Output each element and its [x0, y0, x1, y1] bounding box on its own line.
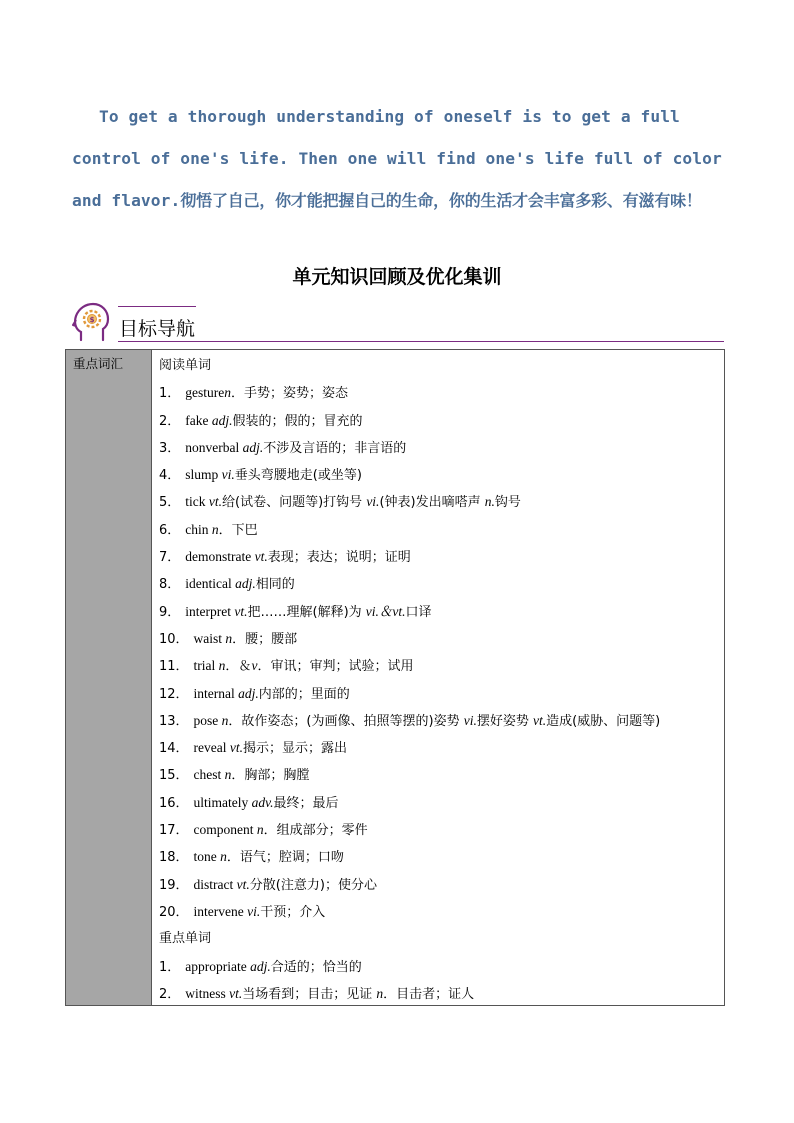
entry-word: interpret	[185, 603, 235, 619]
entry-word: pose	[193, 712, 222, 728]
entry-meaning: 钩号	[494, 495, 521, 511]
entry-meaning: ．下巴	[218, 522, 258, 538]
entry-number: 13．	[159, 713, 189, 729]
part-of-speech: vi.	[366, 494, 380, 510]
vocab-list	[152, 350, 724, 1005]
entry-meaning: 揭示；显示；露出	[243, 741, 348, 757]
entry-number: 2．	[159, 413, 181, 429]
quote-chinese: 彻悟了自己，你才能把握自己的生命，你的生活才会丰富多彩、有滋有味！	[180, 191, 702, 210]
part-of-speech: n	[211, 521, 219, 537]
part-of-speech: vt.	[236, 876, 250, 892]
entry-meaning: 摆好姿势	[476, 713, 533, 729]
entry-meaning: ．语气；腔调；口吻	[226, 850, 344, 866]
entry-word: nonverbal	[185, 439, 243, 455]
entry-word: tone	[193, 849, 221, 865]
part-of-speech: v	[251, 658, 258, 674]
entry-word: tick	[185, 494, 209, 510]
entry-meaning: ．故作姿态；(为画像、拍照等摆的)姿势	[228, 713, 464, 729]
part-of-speech: n	[220, 849, 227, 865]
vocab-entry	[159, 680, 724, 707]
entry-word: trial	[193, 658, 219, 674]
entry-meaning: ．目击者；证人	[383, 986, 475, 1002]
entry-word: chest	[193, 767, 225, 783]
entry-number: 1．	[159, 386, 181, 402]
vocab-entry	[159, 516, 724, 543]
vocab-entry	[159, 871, 724, 898]
entry-word: gesture	[185, 385, 225, 401]
header-accent-line	[118, 306, 196, 307]
entry-number: 1．	[159, 959, 181, 975]
entry-word: ultimately	[193, 794, 252, 810]
vocab-entry	[159, 598, 724, 625]
entry-number: 20．	[159, 904, 189, 920]
entry-number: 7．	[159, 550, 181, 566]
entry-number: 10．	[159, 631, 189, 647]
entry-meaning: 口译	[405, 604, 432, 620]
entry-word: component	[193, 822, 257, 838]
vocab-entry	[159, 379, 724, 406]
entry-word: chin	[185, 521, 212, 537]
entry-number: 6．	[159, 522, 181, 538]
entry-meaning: ．手势；姿势；姿态	[231, 386, 349, 402]
entry-meaning: 把……理解(解释)为	[247, 604, 366, 620]
vocab-entry	[159, 898, 724, 925]
entry-number: 2．	[159, 986, 181, 1002]
vocab-entry	[159, 980, 724, 1007]
svg-text:$: $	[89, 316, 95, 324]
part-of-speech: n	[224, 767, 232, 783]
entry-number: 16．	[159, 795, 189, 811]
entry-word: internal	[193, 685, 239, 701]
vocab-entry	[159, 816, 724, 843]
entry-meaning: ．组成部分；零件	[263, 823, 368, 839]
vocab-entry	[159, 488, 724, 515]
vocab-entry	[159, 434, 724, 461]
part-of-speech: vi.	[463, 712, 477, 728]
opening-quote	[72, 96, 732, 222]
vocabulary-table	[65, 349, 725, 1006]
part-of-speech: vi.	[247, 903, 261, 919]
entry-meaning: 表现；表达；说明；证明	[267, 550, 411, 566]
part-of-speech: adj.	[242, 439, 264, 455]
entry-meaning: 假装的；假的；冒充的	[232, 413, 363, 429]
entry-number: 4．	[159, 468, 181, 484]
entry-meaning: ．胸部；胸膛	[231, 768, 310, 784]
entry-meaning: 干预；介入	[260, 904, 326, 920]
entry-word: fake	[185, 412, 212, 428]
entry-meaning: 垂头弯腰地走(或坐等)	[234, 468, 362, 484]
entry-number: 18．	[159, 850, 189, 866]
entry-meaning: ．＆	[225, 659, 252, 675]
part-of-speech: adj.	[250, 958, 271, 974]
entry-meaning: ．审讯；审判；试验；试用	[257, 659, 414, 675]
vocab-entry	[159, 843, 724, 870]
part-of-speech: adj.	[238, 685, 259, 701]
vocab-entry	[159, 789, 724, 816]
part-of-speech: n.	[484, 494, 495, 510]
part-of-speech: vt.	[208, 494, 223, 510]
vocab-entry	[159, 570, 724, 597]
part-of-speech: n	[221, 712, 229, 728]
part-of-speech: vt.	[229, 740, 244, 756]
entry-word: waist	[193, 630, 226, 646]
part-of-speech: n	[218, 658, 226, 674]
vocab-entry	[159, 761, 724, 788]
entry-number: 11．	[159, 659, 189, 675]
vocab-entry	[159, 543, 724, 570]
entry-word: slump	[185, 467, 222, 483]
entry-number: 15．	[159, 768, 189, 784]
part-of-speech: adj.	[211, 412, 233, 428]
quote-english: To get a thorough understanding of oneself is to get a full control of one's life. Then one will find one's life full of color and flavor.	[72, 107, 722, 210]
entry-meaning: (钟表)发出嘀嗒声	[379, 495, 485, 511]
part-of-speech: adv.	[251, 794, 274, 810]
vocab-subheading: 阅读单词	[159, 358, 212, 373]
entry-number: 9．	[159, 604, 181, 620]
vocab-entry	[159, 707, 724, 734]
entry-meaning: 造成(威胁、问题等)	[546, 713, 661, 729]
nav-title: 目标导航	[119, 318, 196, 340]
entry-number: 8．	[159, 577, 181, 593]
vocab-subheading: 重点单词	[159, 931, 212, 947]
entry-meaning: 不涉及言语的；非言语的	[263, 440, 407, 456]
entry-meaning: 内部的；里面的	[258, 686, 350, 702]
entry-number: 19．	[159, 877, 189, 893]
entry-word: intervene	[193, 903, 248, 919]
entry-word: identical	[185, 576, 236, 592]
entry-number: 3．	[159, 440, 181, 456]
part-of-speech: n	[225, 630, 233, 646]
vocab-entry	[159, 625, 724, 652]
entry-word: appropriate	[185, 958, 251, 974]
vocab-entry	[159, 407, 724, 434]
entry-meaning: 当场看到；目击；见证	[242, 986, 377, 1002]
entry-meaning: 给(试卷、问题等)打钩号	[222, 495, 367, 511]
entry-word: reveal	[193, 740, 230, 756]
part-of-speech: n	[256, 822, 264, 838]
part-of-speech: vi.＆vt.	[365, 603, 406, 619]
vocab-entry	[159, 953, 724, 980]
entry-word: witness	[185, 985, 230, 1001]
part-of-speech: n	[376, 985, 384, 1001]
entry-number: 14．	[159, 741, 189, 757]
part-of-speech: adj.	[235, 576, 256, 592]
header-divider	[118, 341, 724, 342]
vocab-entry	[159, 734, 724, 761]
entry-number: 12．	[159, 686, 189, 702]
entry-meaning: 相同的	[255, 577, 295, 593]
entry-meaning: 分散(注意力)；使分心	[249, 877, 377, 893]
part-of-speech: n	[224, 385, 232, 401]
entry-meaning: ．腰；腰部	[232, 631, 298, 647]
entry-word: demonstrate	[185, 549, 255, 565]
head-gear-icon	[72, 302, 110, 342]
entry-word: distract	[193, 876, 237, 892]
part-of-speech: vt.	[229, 985, 243, 1001]
vocab-entry	[159, 461, 724, 488]
part-of-speech: vi.	[221, 467, 235, 483]
entry-number: 5．	[159, 495, 181, 511]
vocab-category-label: 重点词汇	[66, 350, 152, 1005]
entry-number: 17．	[159, 823, 189, 839]
entry-meaning: 合适的；恰当的	[270, 959, 362, 975]
part-of-speech: vt.	[254, 549, 268, 565]
part-of-speech: vt.	[234, 603, 248, 619]
entry-meaning: 最终；最后	[273, 795, 339, 811]
section-title: 单元知识回顾及优化集训	[292, 266, 502, 288]
goal-navigation-header	[72, 298, 724, 344]
vocab-entry	[159, 652, 724, 679]
part-of-speech: vt.	[532, 712, 547, 728]
